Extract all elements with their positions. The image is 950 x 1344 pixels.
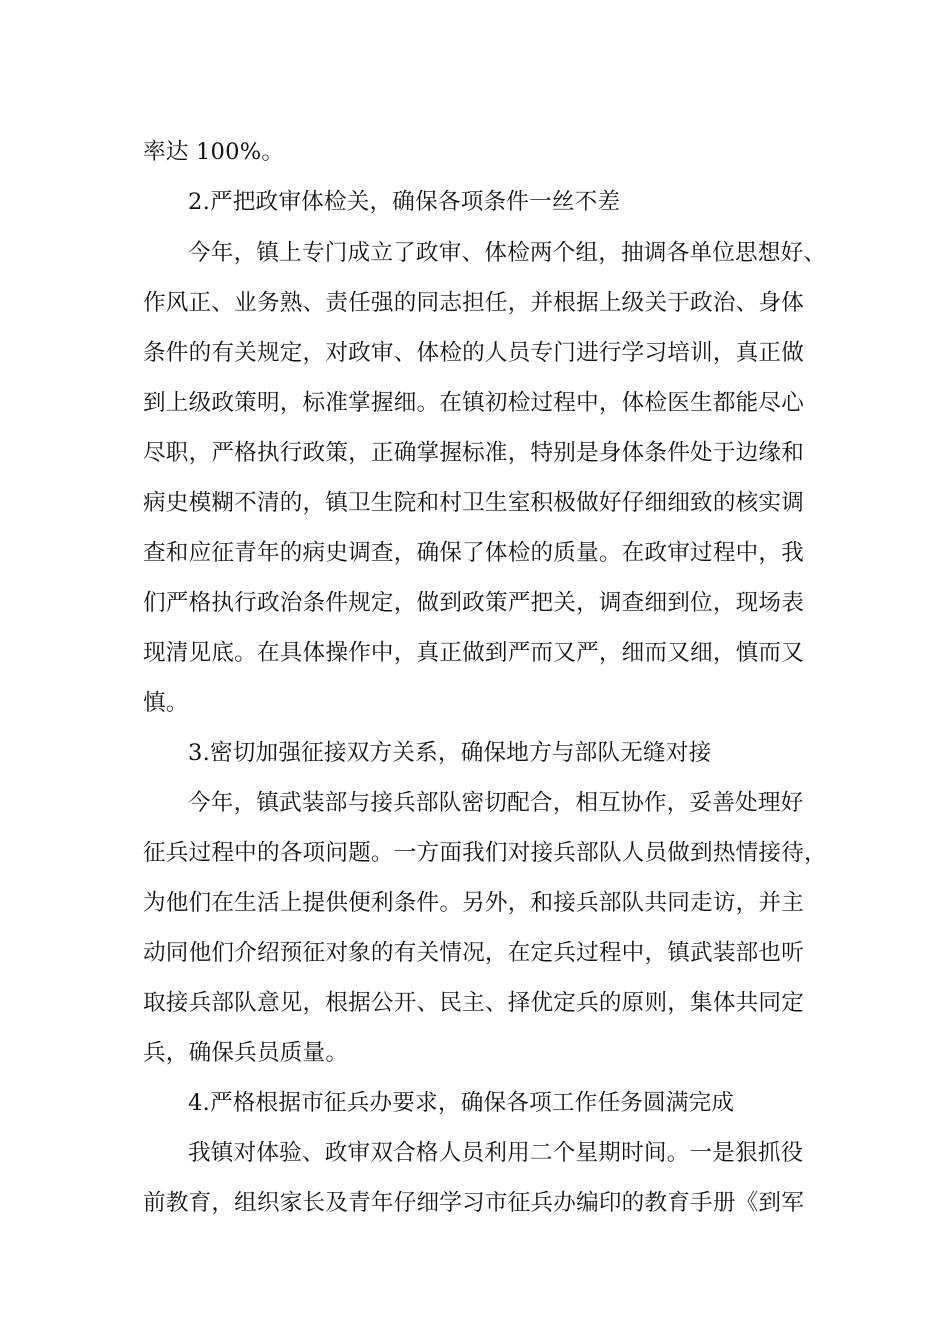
text-line: 我镇对体验、政审双合格人员利用二个星期时间。一是狠抓役 — [188, 1140, 804, 1166]
text-line: 作风正、业务熟、责任强的同志担任，并根据上级关于政治、身体 — [143, 290, 805, 316]
text-line: 前教育，组织家长及青年仔细学习市征兵办编印的教育手册《到军 — [143, 1190, 805, 1216]
text-line: 们严格执行政治条件规定，做到政策严把关，调查细到位，现场表 — [143, 590, 805, 616]
section-heading-3: 3.密切加强征接双方关系，确保地方与部队无缝对接 — [188, 740, 712, 766]
text-line: 为他们在生活上提供便利条件。另外，和接兵部队共同走访，并主 — [143, 890, 805, 916]
text-line: 兵，确保兵员质量。 — [143, 1040, 349, 1066]
text-line: 今年，镇上专门成立了政审、体检两个组，抽调各单位思想好、 — [188, 240, 827, 266]
text-line: 查和应征青年的病史调查，确保了体检的质量。在政审过程中，我 — [143, 540, 805, 566]
text-line: 征兵过程中的各项问题。一方面我们对接兵部队人员做到热情接待， — [143, 840, 827, 866]
text-line: 到上级政策明，标准掌握细。在镇初检过程中，体检医生都能尽心 — [143, 390, 805, 416]
section-heading-4: 4.严格根据市征兵办要求，确保各项工作任务圆满完成 — [188, 1090, 735, 1116]
text-line: 病史模糊不清的，镇卫生院和村卫生室积极做好仔细细致的核实调 — [143, 490, 805, 516]
text-line: 现清见底。在具体操作中，真正做到严而又严，细而又细，慎而又 — [143, 640, 805, 666]
text-line: 取接兵部队意见，根据公开、民主、择优定兵的原则，集体共同定 — [143, 990, 805, 1016]
text-line: 慎。 — [143, 690, 189, 716]
section-heading-2: 2.严把政审体检关，确保各项条件一丝不差 — [188, 189, 621, 215]
text-line: 今年，镇武装部与接兵部队密切配合，相互协作，妥善处理好 — [188, 790, 804, 816]
text-line: 尽职，严格执行政策，正确掌握标准，特别是身体条件处于边缘和 — [143, 440, 805, 466]
text-line: 条件的有关规定，对政审、体检的人员专门进行学习培训，真正做 — [143, 340, 805, 366]
text-line: 率达 100%。 — [143, 139, 285, 165]
text-line: 动同他们介绍预征对象的有关情况，在定兵过程中，镇武装部也听 — [143, 940, 805, 966]
